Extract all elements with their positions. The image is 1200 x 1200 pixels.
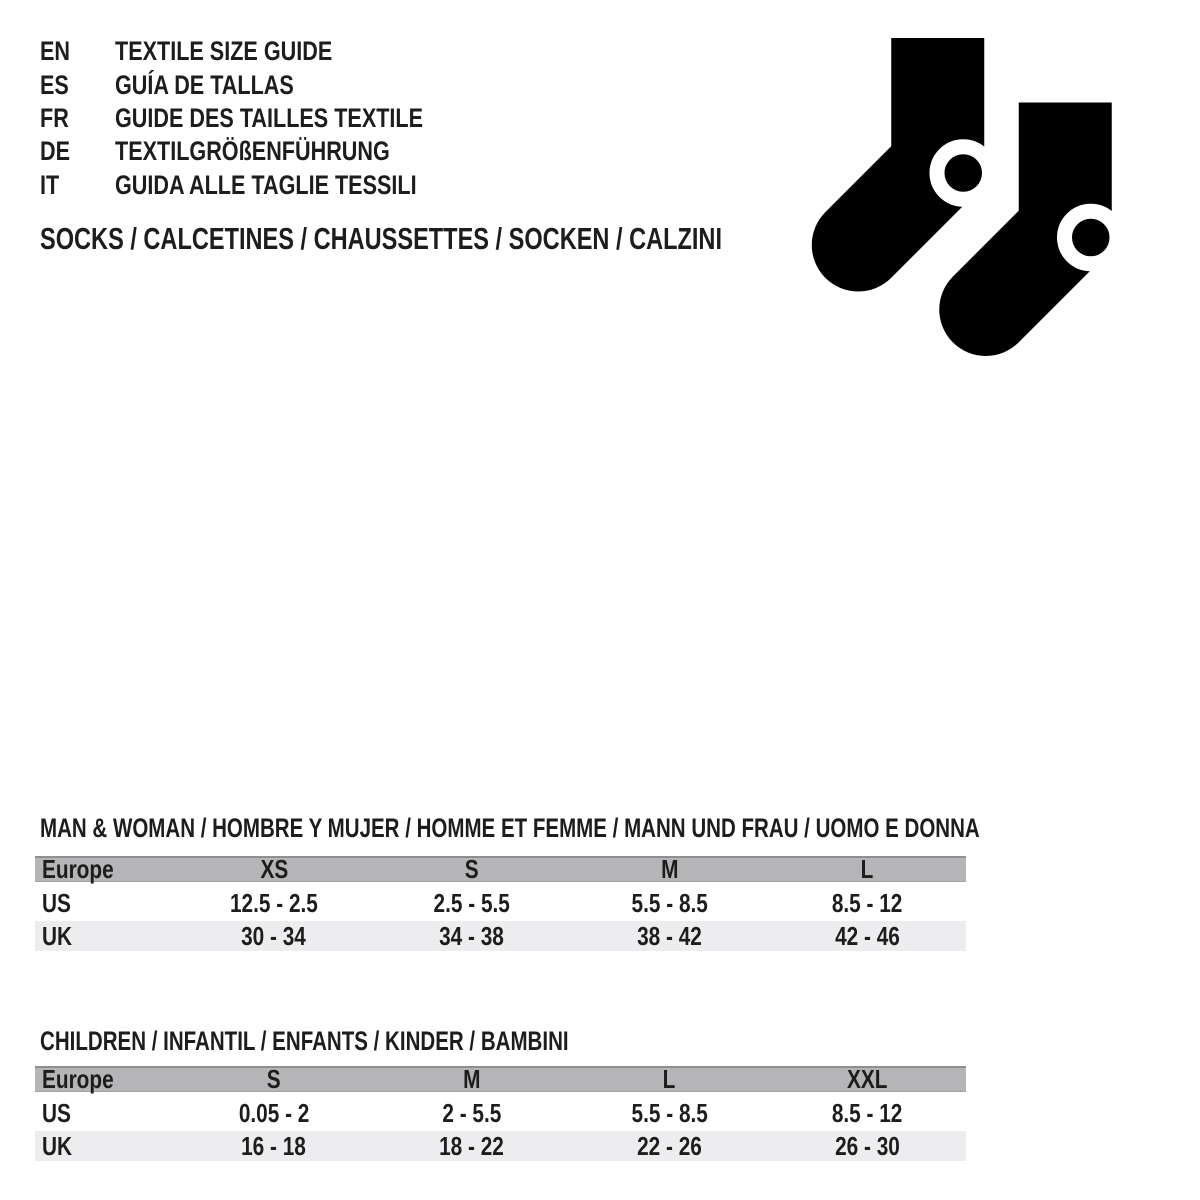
value-cell: 5.5 - 8.5 [631,888,708,918]
section-title-children: CHILDREN / INFANTIL / ENFANTS / KINDER / BAMBINI [40,1025,569,1056]
value-cell: 22 - 26 [636,1130,702,1161]
language-code: FR [40,102,69,133]
language-label: GUÍA DE TALLAS [115,69,294,100]
language-code: DE [40,136,71,167]
table-header-row [35,856,966,882]
product-category-heading: SOCKS / CALCETINES / CHAUSSETTES / SOCKEN / CALZINI [40,220,722,256]
header-cell-region: Europe [42,1064,114,1094]
sock-shape-left [858,38,989,245]
table-row-us [35,1096,966,1131]
size-table-adult [35,856,966,951]
header-cell-size-xxl: XXL [846,1064,888,1094]
value-cell: 5.5 - 8.5 [631,1098,708,1128]
header-cell-size-l: L [860,854,874,884]
language-code: EN [40,36,71,67]
section-title-adult: MAN & WOMAN / HOMBRE Y MUJER / HOMME ET FEMME / MANN UND FRAU / UOMO E DONNA [40,812,980,843]
table-row-us [35,886,966,921]
language-row-de [40,135,500,168]
language-row-en [40,35,500,68]
language-code: ES [40,69,69,100]
row-label-cell: UK [42,920,73,951]
language-label: GUIDE DES TAILLES TEXTILE [115,102,424,133]
language-list [40,35,500,202]
table-row-uk [35,921,966,951]
header-cell-size-xs: XS [260,854,288,884]
value-cell: 42 - 46 [834,920,900,951]
socks-icon [780,23,1133,368]
language-code: IT [40,169,60,200]
header-cell-size-s: S [464,854,479,884]
table-header-row [35,1066,966,1092]
value-cell: 38 - 42 [636,920,702,951]
language-row-it [40,169,500,202]
value-cell: 18 - 22 [439,1130,504,1161]
header-cell-size-l: L [663,1064,676,1094]
value-cell: 0.05 - 2 [238,1098,310,1128]
header-cell-size-s: S [266,1064,281,1094]
value-cell: 12.5 - 2.5 [229,888,318,918]
header-cell-region: Europe [42,854,114,884]
value-cell: 2.5 - 5.5 [433,888,510,918]
sock-shape-right [986,103,1117,310]
value-cell: 26 - 30 [834,1130,900,1161]
value-cell: 34 - 38 [439,920,504,951]
language-row-es [40,68,500,101]
value-cell: 16 - 18 [241,1130,307,1161]
value-cell: 30 - 34 [241,920,307,951]
language-label: TEXTILE SIZE GUIDE [115,36,333,67]
language-row-fr [40,102,500,135]
language-label: TEXTILGRÖßENFÜHRUNG [115,136,390,167]
value-cell: 8.5 - 12 [831,1098,903,1128]
header-cell-size-m: M [660,854,679,884]
language-label: GUIDA ALLE TAGLIE TESSILI [115,169,417,200]
value-cell: 2 - 5.5 [442,1098,502,1128]
row-label-cell: US [42,888,71,918]
value-cell: 8.5 - 12 [831,888,903,918]
row-label-cell: US [42,1098,71,1128]
row-label-cell: UK [42,1130,73,1161]
header-cell-size-m: M [462,1064,481,1094]
table-row-uk [35,1131,966,1161]
size-table-children [35,1066,966,1161]
